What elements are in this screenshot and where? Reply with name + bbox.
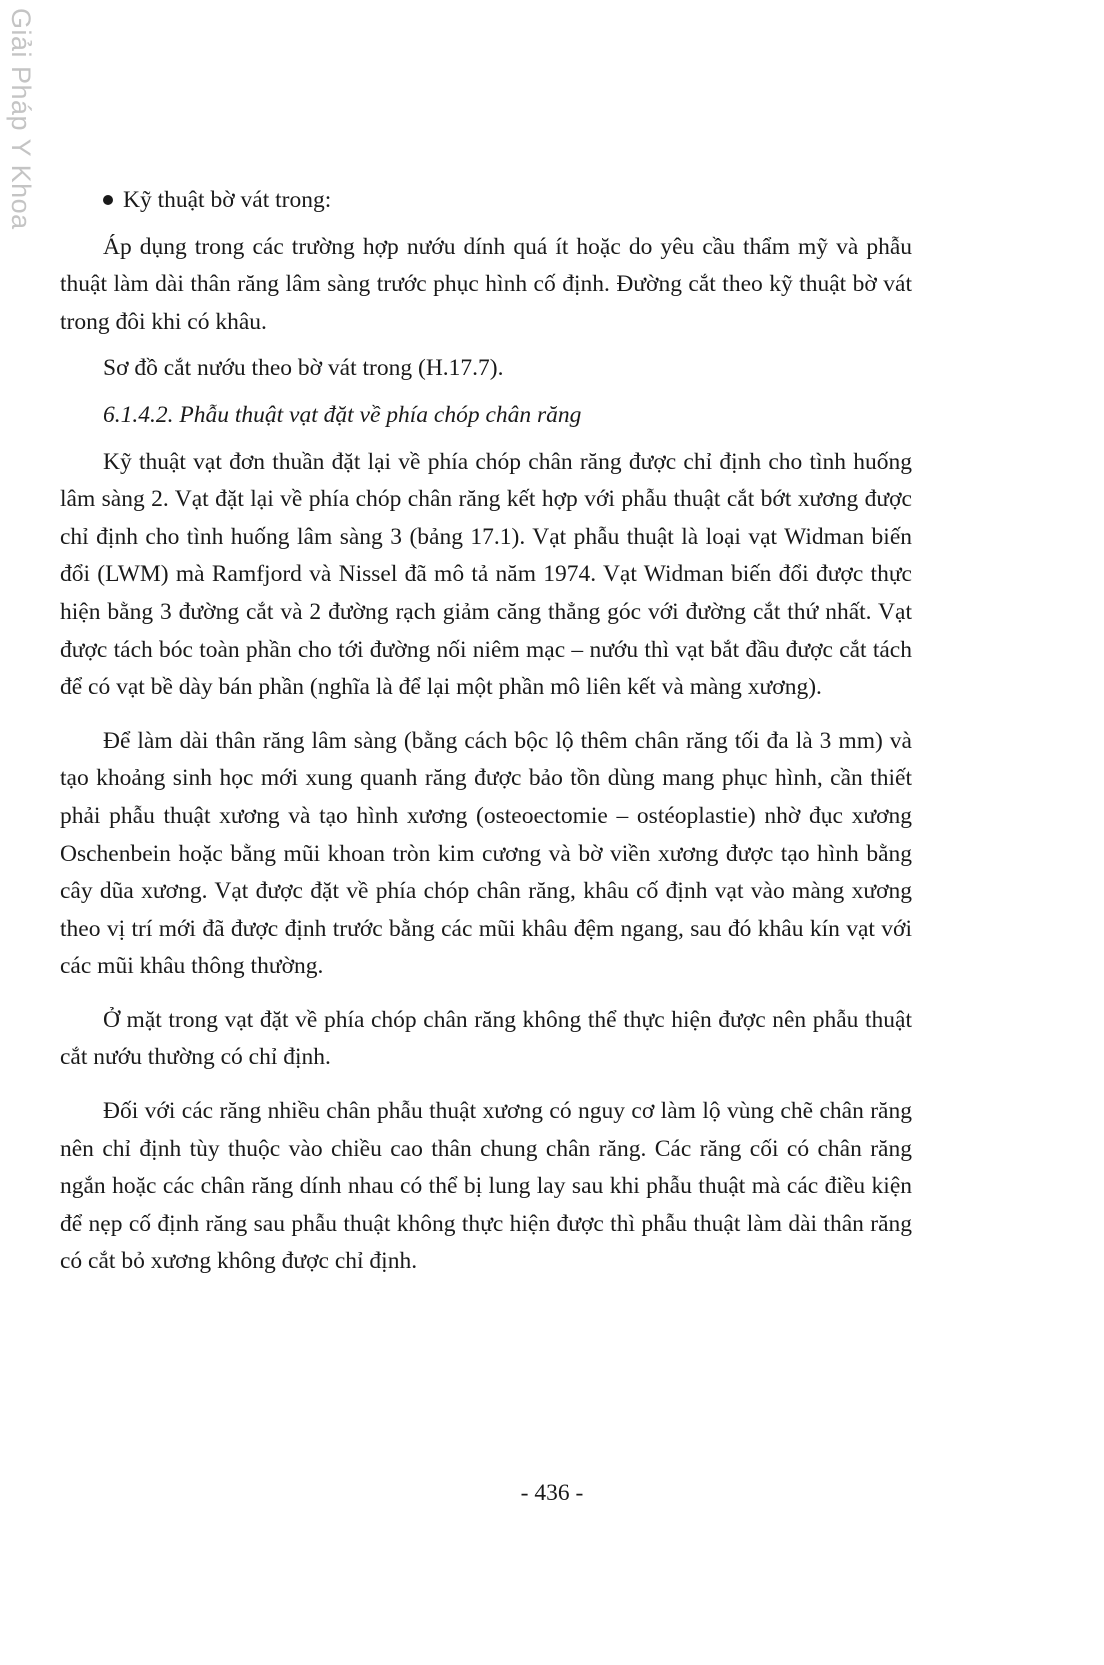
section-heading: 6.1.4.2. Phẫu thuật vạt đặt về phía chóp chân răng [103,401,582,428]
bullet-text: Kỹ thuật bờ vát trong: [123,187,332,213]
page-number: - 436 - [520,1480,584,1506]
paragraph: Ở mặt trong vạt đặt về phía chóp chân răng không thể thực hiện được nên phẫu thuật cắt nướu thường có chỉ định. [60,1006,912,1071]
paragraph: Sơ đồ cắt nướu theo bờ vát trong (H.17.7). [103,355,504,382]
paragraph: Kỹ thuật vạt đơn thuần đặt lại về phía chóp chân răng được chỉ định cho tình huống lâm sàng 2. Vạt đặt lại về phía chóp chân răng kết hợp với phẫu thuật cắt bớt xương được chỉ định cho tình huống lâm sàng 3 (bảng 17.1). Vạt phẫu thuật là loại vạt Widman biến đổi (LWM) mà Ramfjord và Nissel đã mô tả năm 1974. Vạt Widman biến đổi được thực hiện bằng 3 đường cắt và 2 đường rạch giảm căng thẳng góc với đường cắt thứ nhất. Vạt được tách bóc toàn phần cho tới đường nối niêm mạc – nướu thì vạt bắt đầu được cắt tách để có vạt bề dày bán phần (nghĩa là để lại một phần mô liên kết và màng xương). [60,448,912,701]
paragraph: Để làm dài thân răng lâm sàng (bằng cách bộc lộ thêm chân răng tối đa là 3 mm) và tạo khoảng sinh học mới xung quanh răng được bảo tồn dùng mang phục hình, cần thiết phải phẫu thuật xương và tạo hình xương (osteoectomie – ostéoplastie) nhờ đục xương Oschenbein hoặc bằng mũi khoan tròn kim cương và bờ viền xương được tạo hình bằng cây dũa xương. Vạt được đặt về phía chóp chân răng, khâu cố định vạt vào màng xương theo vị trí mới đã được định trước bằng các mũi khâu đệm ngang, sau đó khâu kín vạt với các mũi khâu thông thường. [60,727,912,980]
watermark: Giải Pháp Y Khoa [6,8,36,230]
bullet-icon [103,195,113,205]
bullet-heading [60,182,912,220]
page-body [60,182,912,1281]
paragraph: Áp dụng trong các trường hợp nướu dính quá ít hoặc do yêu cầu thẩm mỹ và phẫu thuật làm dài thân răng lâm sàng trước phục hình cố định. Đường cắt theo kỹ thuật bờ vát trong đôi khi có khâu. [60,233,912,335]
paragraph: Đối với các răng nhiều chân phẫu thuật xương có nguy cơ làm lộ vùng chẽ chân răng nên chỉ định tùy thuộc vào chiều cao thân chung chân răng. Các răng cối có chân răng ngắn hoặc các chân răng dính nhau có thể bị lung lay sau khi phẫu thuật mà các điều kiện để nẹp cố định răng sau phẫu thuật không thực hiện được thì phẫu thuật làm dài thân răng có cắt bỏ xương không được chỉ định. [60,1098,912,1275]
